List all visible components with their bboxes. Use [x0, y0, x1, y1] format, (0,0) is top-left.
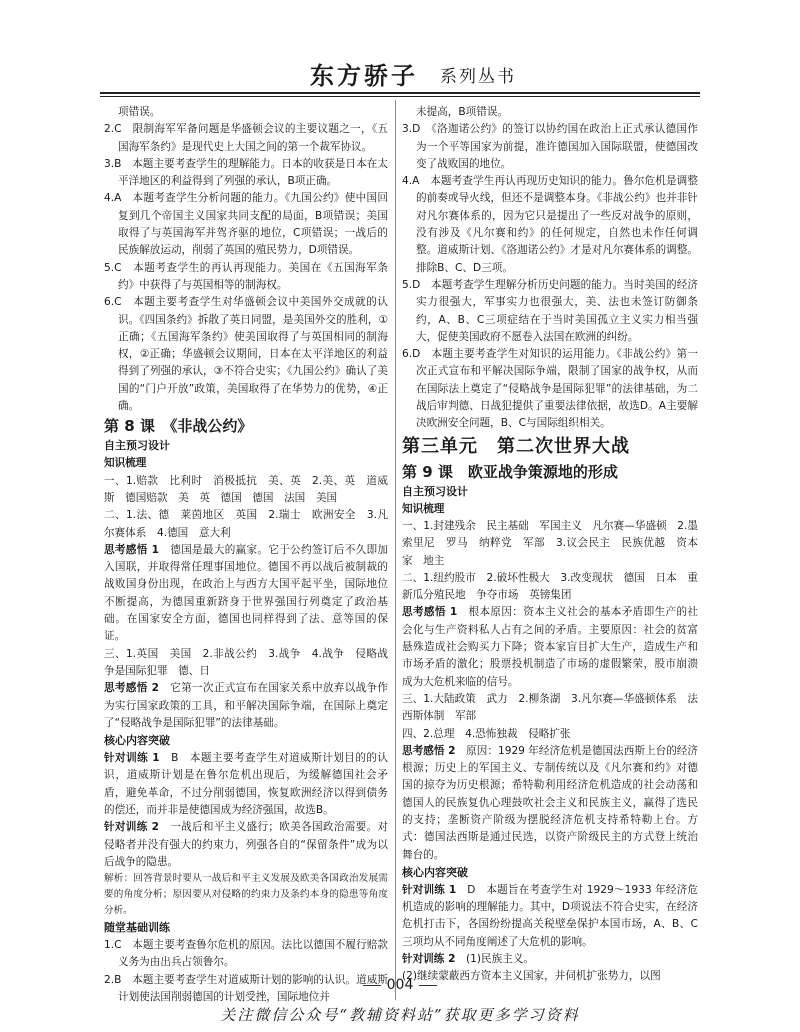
answer-text: 未提高，B项错误。: [416, 106, 509, 118]
training-paragraph: [402, 882, 698, 951]
section-subtitle: 自主预习设计: [402, 484, 468, 498]
section-subtitle: 随堂基础训练: [104, 921, 170, 935]
answer-item: 3.B 本题主要考查学生的理解能力。日本的收获是日本在太平洋地区的利益得到了列强的承认，B项正确。: [104, 157, 388, 188]
header-rule-thin: [100, 96, 700, 97]
right-column: [402, 104, 698, 986]
answer-text: 项错误。: [118, 106, 161, 118]
page-number-text: 004: [386, 977, 414, 993]
answer-item: 4.A 本题考查学生分析问题的能力。《九国公约》使中国回复到几个帝国主义国家共同支配的局面，B项错误；美国取得了与英国海军并驾齐驱的地位，C项错误；一战后的民族解放运动，削弱了英国的殖民势力，D项错误。: [104, 192, 388, 257]
knowledge-item: 四、2.总理 4.恐怖独裁 侵略扩张: [402, 727, 571, 740]
section-subtitle: 核心内容突破: [104, 734, 170, 748]
section-subtitle: 自主预习设计: [104, 439, 170, 453]
answer-item: 2.C 限制海军军备问题是华盛顿会议的主要议题之一，《五国海军条约》是现代史上大国之间的第一个裁军协议。: [104, 123, 388, 153]
section-heading: 知识梳理: [402, 502, 445, 515]
reflection-paragraph: [402, 604, 698, 690]
reflection-paragraph: [402, 743, 698, 864]
knowledge-item: 三、1.大陆政策 武力 2.柳条湖 3.凡尔赛—华盛顿体系 法西斯体制 军部: [402, 692, 698, 723]
header-rule: [100, 92, 700, 94]
training-label: 针对训练 1: [402, 883, 457, 896]
reflection-text: 德国是最大的赢家。它于公约签订后不久即加入国联，并取得常任理事国地位。德国不再以战后被制裁的战败国身份出现，在政治上与西方大国平起平坐，国际地位不断提高，为德国重新跻身于世界强国行列奠定了政治基础。在国家安全方面，德国也同样得到了法、意等国的保证。: [104, 543, 389, 643]
reflection-paragraph: [104, 680, 388, 732]
training-text: (1)民族主义。: [455, 953, 535, 966]
training-text: 一战后和平主义盛行；欧美各国政治需要。对侵略者并没有强大的约束力，列强各自的“保留条件”成为以后战争的隐患。: [104, 821, 389, 868]
answer-item: 2.B 本题主要考查学生对道威斯计划的影响的认识。道威斯计划使法国削弱德国的计划受挫，国际地位并: [104, 973, 388, 1004]
reflection-text: 根本原因：资本主义社会的基本矛盾即生产的社会化与生产资料私人占有之间的矛盾。主要原因：社会的贫富悬殊造成社会购买力下降；资本家盲目扩大生产，造成生产和市场矛盾的激化；股票投机制造了市场的虚假繁荣，股市崩溃成为大危机来临的信号。: [402, 606, 699, 688]
answer-item: 4.A 本题考查学生再认再现历史知识的能力。鲁尔危机是调整的前奏或导火线，但还不是调整本身。《非战公约》也并非针对凡尔赛体系的，因为它只是提出了一些反对战争的原则，没有涉及《凡尔赛和约》的任何规定，自然也未作任何调整。道威斯计划、《洛迦诺公约》才是对凡尔赛体系的调整。排除B、C、D三项。: [402, 175, 698, 274]
series-label: 系列丛书: [440, 67, 516, 87]
training-label: 针对训练 2: [402, 953, 456, 966]
reflection-text: 原因：1929 年经济危机是德国法西斯上台的经济根源；历史上的军国主义、专制传统以及《凡尔赛和约》对德国的掠夺为历史根源；希特勒利用经济危机造成的社会动荡和德国人的民族复仇心理鼓吹社会主义和民族主义，赢得了选民的支持；垄断资产阶级为摆脱经济危机支持希特勒上台。方式：德国法西斯是通过民选，以资产阶级民主的方式登上统治舞台的。: [402, 744, 699, 861]
footer-note: 关注微信公众号“教辅资料站”获取更多学习资料: [220, 1006, 580, 1024]
knowledge-item: 一、1.封建残余 民主基础 军国主义 凡尔赛—华盛顿 2.墨索里尼 罗马 纳粹党 军部 3.议会民主 民族优越 资本家 地主: [402, 519, 698, 567]
reflection-label: 思考感悟 1: [104, 543, 159, 556]
page-header: [100, 54, 700, 94]
training-paragraph: [104, 819, 388, 871]
answer-item: 1.C 本题主要考查鲁尔危机的原因。法比以德国不履行赔款义务为由出兵占领鲁尔。: [104, 939, 388, 969]
answer-item: 6.D 本题主要考查学生对知识的运用能力。《非战公约》第一次正式宣布和平解决国际争端，限制了国家的战争权，从而在国际法上奠定了“侵略战争是国际犯罪”的法律基础，为二战后审判德、日战犯提供了重要法律依据，故选D。A主要解决欧洲安全问题，B、C与国际组织相关。: [402, 348, 698, 430]
training-label: 针对训练 1: [104, 752, 160, 765]
knowledge-item: 二、1.法、德 莱茵地区 英国 2.瑞士 欧洲安全 3.凡尔赛体系 4.德国 意大利: [104, 509, 388, 539]
unit-title: 第三单元 第二次世界大战: [402, 435, 630, 457]
training-paragraph: [402, 951, 698, 968]
answer-item: 5.C 本题考查学生的再认再现能力。美国在《五国海军条约》中获得了与英国相等的制海权。: [104, 261, 388, 291]
section-heading: 知识梳理: [104, 457, 147, 470]
reflection-label: 思考感悟 1: [402, 606, 458, 619]
page-number: [0, 977, 800, 993]
page-number-dash-left: [363, 985, 381, 986]
lesson-title: 第 9 课 欧亚战争策源地的形成: [402, 462, 618, 481]
knowledge-item: 二、1.纽约股市 2.破坏性极大 3.改变现状 德国 日本 重新瓜分殖民地 争夺市场 英镑集团: [402, 571, 698, 602]
reflection-label: 思考感悟 2: [402, 744, 456, 757]
answer-item: 5.D 本题考查学生理解分析历史问题的能力。当时美国的经济实力很强大，军事实力也很强大，美、法也未签订防御条约，A、B、C三项症结在于当时美国孤立主义实力相当强大，促使美国政府不愿卷入法国在欧洲的纠纷。: [402, 278, 698, 343]
page-number-dash-right: [419, 985, 437, 986]
knowledge-item: 一、1.赔款 比利时 消极抵抗 美、英 2.美、英 道威斯 德国赔款 美 英 德国 德国 法国 美国: [104, 474, 388, 504]
training-label: 针对训练 2: [104, 821, 159, 834]
left-column: [104, 104, 388, 1006]
training-text: (2)继续蒙蔽西方资本主义国家，并伺机扩张势力，以图: [402, 970, 661, 983]
analysis-note: 解析：回答背景时要从一战后和平主义发展及欧美各国政治发展需要的角度分析；原因要从对侵略的约束力及条约本身的隐患等角度分析。: [104, 873, 388, 917]
training-paragraph: [104, 750, 388, 819]
answer-item: 6.C 本题主要考查学生对华盛顿会议中美国外交成就的认识。《四国条约》拆散了英日同盟，是美国外交的胜利，①正确；《五国海军条约》使美国取得了与英国相同的制海权，②正确；华盛顿会议期间，日本在太平洋地区的利益得到了列强的承认，③不符合史实；《九国公约》确认了美国的“门户开放”政策，美国取得了在华势力的优势，④正确。: [104, 296, 388, 413]
column-divider: [395, 100, 396, 1000]
answer-item: 3.D 《洛迦诺公约》的签订以协约国在政治上正式承认德国作为一个平等国家为前提，准许德国加入国际联盟，使德国改变了战败国的地位。: [402, 123, 698, 170]
training-text: B 本题主要考查学生对道威斯计划目的的认识，道威斯计划是在鲁尔危机出现后，为缓解德国社会矛盾，避免革命，不过分削弱德国，恢复欧洲经济以得到债务的偿还，而并非是使德国成为经济强国，故选B。: [104, 752, 388, 816]
lesson-title: 第 8 课 《非战公约》: [104, 417, 253, 436]
knowledge-item: 三、1.英国 美国 2.非战公约 3.战争 4.战争 侵略战争是国际犯罪 德、日: [104, 647, 388, 677]
reflection-label: 思考感悟 2: [104, 682, 159, 695]
section-subtitle: 核心内容突破: [402, 865, 468, 879]
reflection-paragraph: [104, 542, 388, 646]
reflection-text: 它第一次正式宣布在国家关系中放弃以战争作为实行国家政策的工具，和平解决国际争端，在国际上奠定了“侵略战争是国际犯罪”的法律基础。: [104, 682, 389, 729]
training-text: D 本题旨在考查学生对 1929～1933 年经济危机造成的影响的理解能力。其中，D项说法不符合史实，在经济危机打击下，各国纷纷提高关税壁垒保护本国市场，A、B、C三项均从不同角度阐述了大危机的影响。: [402, 883, 699, 948]
series-brand: 东方骄子: [310, 61, 418, 90]
